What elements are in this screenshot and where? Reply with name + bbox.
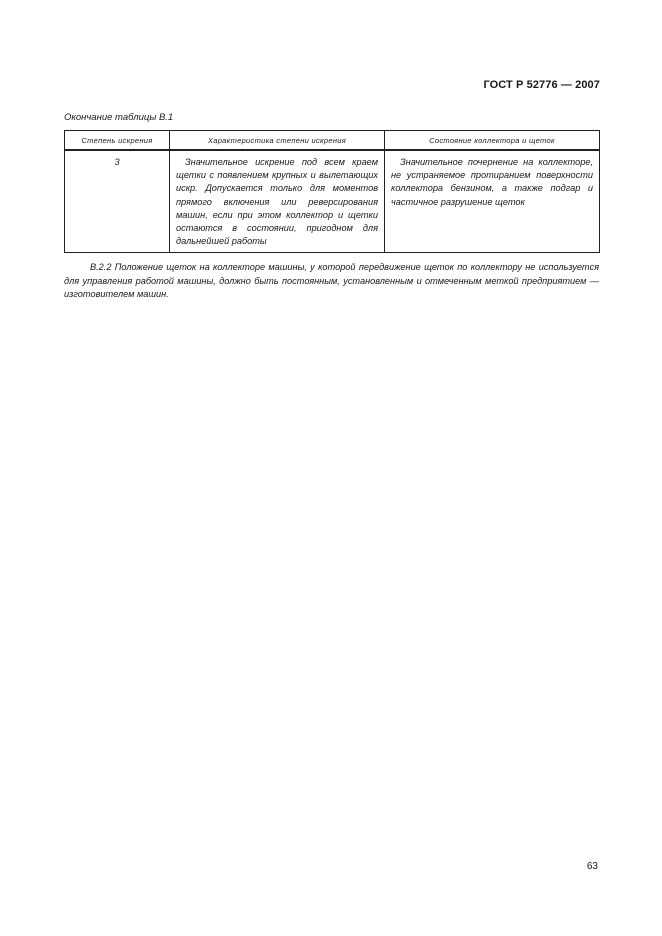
column-header-characteristic: Характеристика степени искрения (170, 131, 385, 151)
page-number: 63 (586, 861, 598, 872)
cell-degree: 3 (65, 150, 170, 253)
body-paragraph: В.2.2 Положение щеток на коллекторе машины, у которой передвижение щеток по коллектору не используется для управления работой машины, должно быть постоянным, установленным и отмеченным меткой предприятием — изготовителем машин. (64, 262, 599, 300)
column-header-degree: Степень искрения (65, 131, 170, 151)
standard-code: ГОСТ Р 52776 — 2007 (483, 79, 600, 91)
sparking-degree-table (64, 130, 600, 253)
column-header-condition: Состояние коллектора и щеток (385, 131, 600, 151)
table-row (65, 150, 600, 253)
table-caption: Окончание таблицы В.1 (64, 112, 174, 123)
table-header-row (65, 131, 600, 151)
cell-condition: Значительное почернение на коллекторе, не устраняемое протиранием поверхности коллектора бензином, а также подгар и частичное разрушение щеток (385, 150, 600, 253)
cell-characteristic: Значительное искрение под всем краем щетки с появлением крупных и вылетающих искр. Допускается только для моментов прямого включения или реверсирования машин, если при этом коллектор и щетки остаются в состоянии, пригодном для дальнейшей работы (170, 150, 385, 253)
